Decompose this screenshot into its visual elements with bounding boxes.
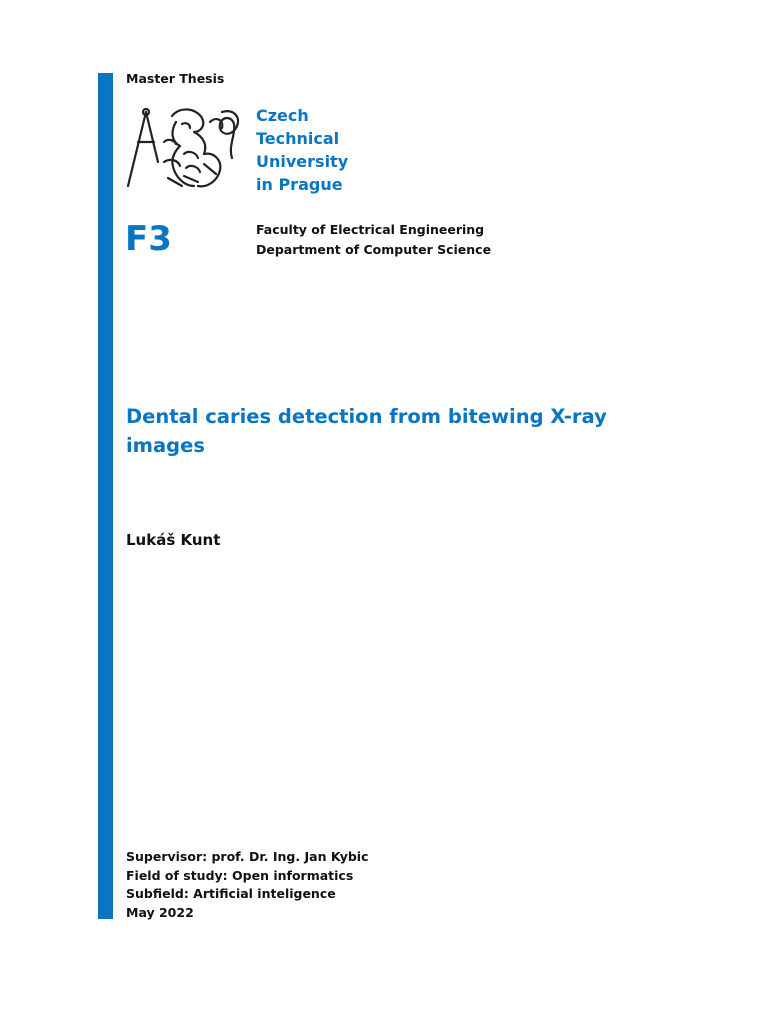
supervisor-line: Supervisor: prof. Dr. Ing. Jan Kybic (126, 849, 369, 864)
thesis-details (126, 848, 369, 922)
subfield-line: Subfield: Artificial inteligence (126, 886, 336, 901)
thesis-title: Dental caries detection from bitewing X-ray images (126, 405, 607, 457)
department-name: Department of Computer Science (256, 242, 492, 257)
document-type-label: Master Thesis (126, 71, 225, 86)
date-line: May 2022 (126, 904, 194, 920)
university-name (256, 104, 348, 196)
university-name-line: in Prague (256, 175, 343, 194)
author-name: Lukáš Kunt (126, 531, 221, 549)
university-name-line: Czech (256, 106, 309, 125)
faculty-code: F3 (125, 219, 172, 259)
faculty-name: Faculty of Electrical Engineering (256, 222, 485, 237)
university-lion-logo (124, 102, 244, 192)
accent-sidebar-bar (98, 73, 113, 919)
field-of-study-line: Field of study: Open informatics (126, 867, 354, 883)
faculty-info (256, 220, 491, 260)
university-name-line: University (256, 152, 349, 171)
university-name-line: Technical (256, 129, 340, 148)
